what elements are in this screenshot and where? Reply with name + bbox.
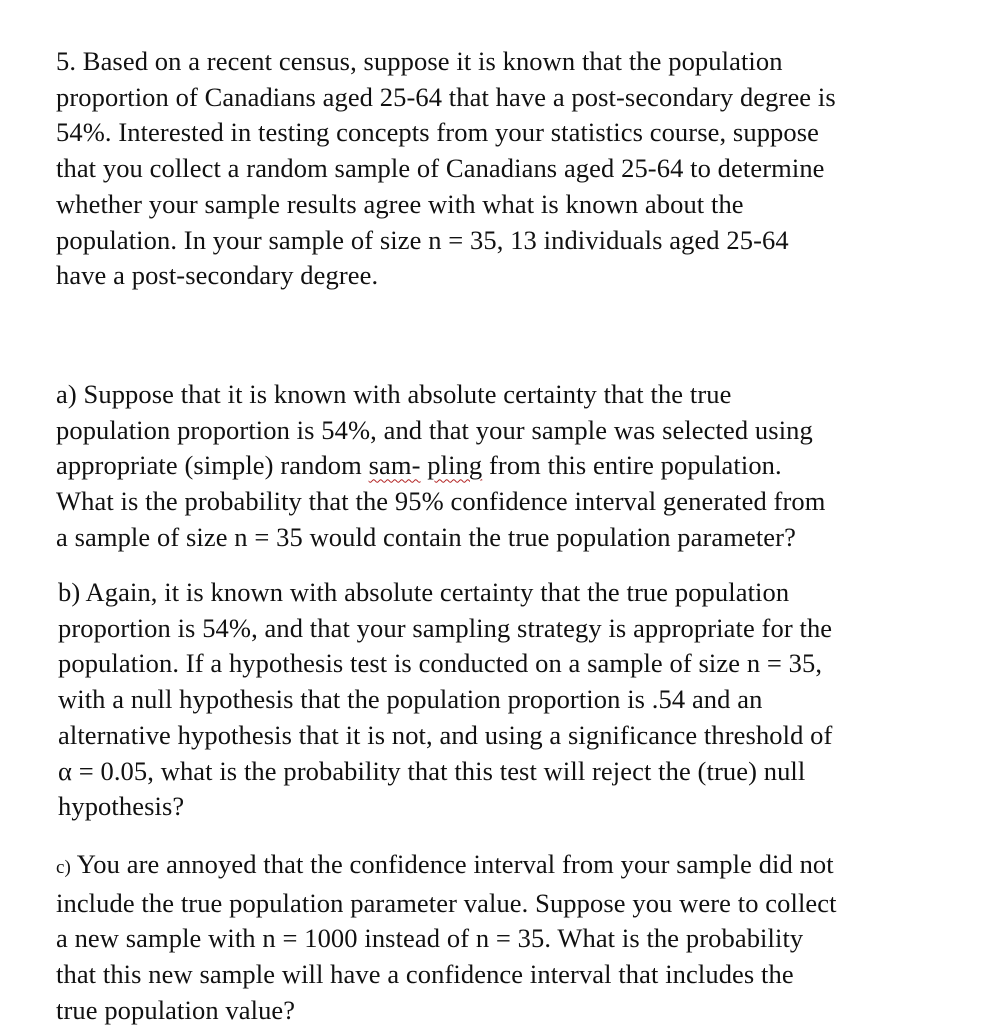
text-line: a sample of size n = 35 would contain the true population parameter? [56, 521, 796, 552]
text-line: proportion of Canadians aged 25-64 that have a post-secondary degree is [56, 81, 836, 112]
text-line: true population value? [56, 994, 296, 1025]
text-line: 54%. Interested in testing concepts from your statistics course, suppose [56, 117, 820, 148]
text-line: alternative hypothesis that it is not, and using a significance threshold of [58, 719, 833, 750]
text-line [56, 448, 825, 484]
text-line: include the true population parameter value. Suppose you were to collect [56, 887, 837, 918]
text-fragment: appropriate (simple) random [56, 450, 369, 481]
part-a-paragraph [56, 377, 825, 556]
part-b-paragraph [58, 575, 832, 825]
text-line: have a post-secondary degree. [56, 260, 379, 291]
text-line: population. If a hypothesis test is conducted on a sample of size n = 35, [58, 648, 823, 679]
text-line: b) Again, it is known with absolute certainty that the true population [58, 577, 790, 607]
text-line: a new sample with n = 1000 instead of n = 35. What is the probability [56, 923, 804, 954]
text-line: population proportion is 54%, and that your sample was selected using [56, 414, 813, 445]
text-line: population. In your sample of size n = 35, 13 individuals aged 25-64 [56, 224, 789, 255]
text-line: with a null hypothesis that the population proportion is .54 and an [58, 684, 763, 715]
text-line: α = 0.05, what is the probability that this test will reject the (true) null [58, 755, 806, 786]
text-line: that you collect a random sample of Canadians aged 25-64 to determine [56, 153, 825, 184]
text-line: What is the probability that the 95% confidence interval generated from [56, 486, 826, 517]
text-line: whether your sample results agree with what is known about the [56, 188, 744, 219]
part-c-paragraph [56, 847, 837, 1029]
spellcheck-flagged-word: sam- [368, 450, 421, 481]
text-line: a) Suppose that it is known with absolute certainty that the true [56, 379, 732, 409]
part-c-label: c) [56, 857, 71, 878]
text-fragment: You are annoyed that the confidence interval from your sample did not [70, 849, 834, 879]
question-intro-paragraph [56, 44, 836, 294]
text-line: proportion is 54%, and that your sampling strategy is appropriate for the [58, 612, 833, 643]
text-line [56, 847, 837, 886]
text-line: that this new sample will have a confidence interval that includes the [56, 959, 794, 990]
text-line: 5. Based on a recent census, suppose it is known that the population [56, 46, 783, 76]
text-line: hypothesis? [58, 791, 185, 822]
text-fragment: from this entire population. [482, 450, 782, 481]
spellcheck-flagged-word: pling [427, 450, 483, 481]
